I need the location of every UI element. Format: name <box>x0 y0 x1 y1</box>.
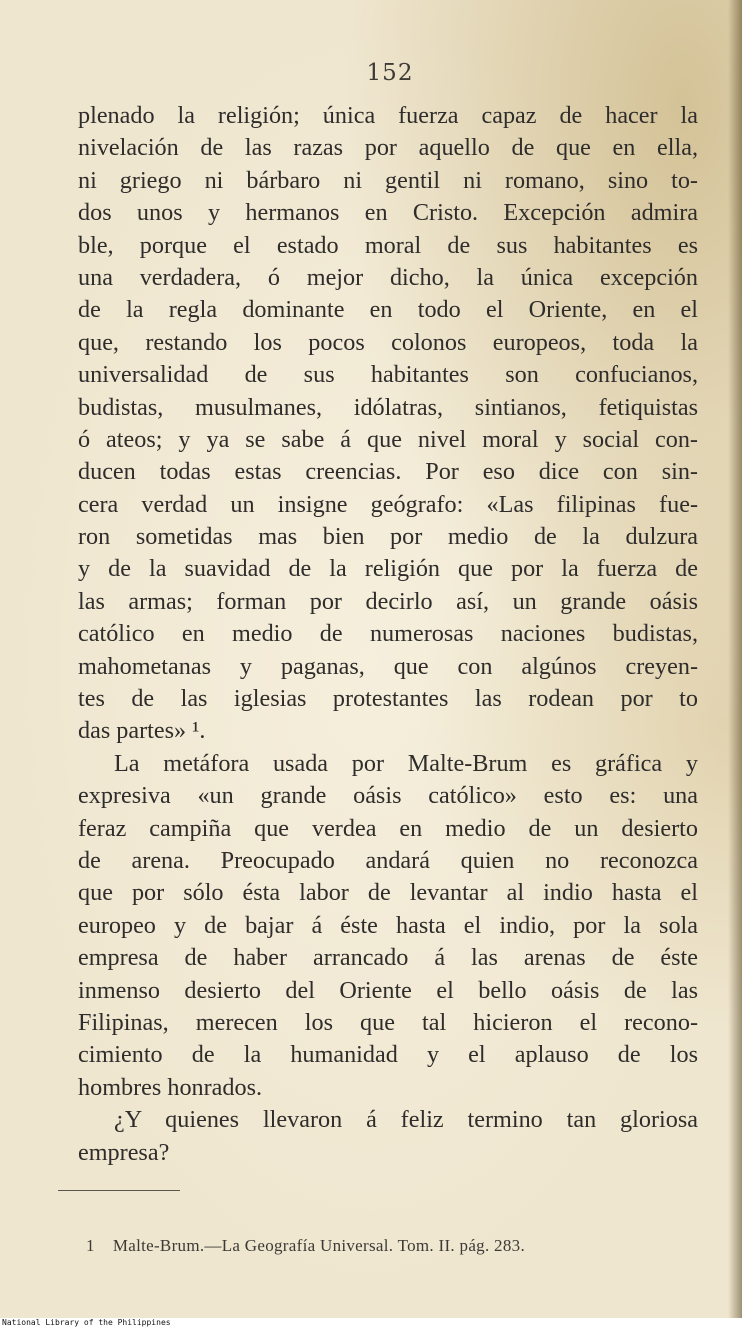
text-line: inmenso desierto del Oriente el bello oásis de las <box>78 976 698 1004</box>
text-line: y de la suavidad de la religión que por la fuerza de <box>78 555 698 583</box>
footnote <box>86 1236 525 1256</box>
text-line: La metáfora usada por Malte-Brum es gráfica y <box>114 749 698 777</box>
footnote-marker: 1 <box>86 1236 95 1255</box>
text-line: europeo y de bajar á éste hasta el indio, por la sola <box>78 911 698 939</box>
text-line: cimiento de la humanidad y el aplauso de los <box>78 1041 698 1069</box>
text-line: das partes» ¹. <box>78 717 206 745</box>
text-line: hombres honrados. <box>78 1073 263 1101</box>
text-line: ¿Y quienes llevaron á feliz termino tan gloriosa <box>114 1106 698 1134</box>
text-line: empresa? <box>78 1138 170 1166</box>
text-line: que por sólo ésta labor de levantar al indio hasta el <box>78 879 698 907</box>
text-line: budistas, musulmanes, idólatras, sintianos, fetiquistas <box>78 393 698 421</box>
text-line: una verdadera, ó mejor dicho, la única excepción <box>78 263 698 291</box>
body-text <box>78 100 698 1169</box>
text-line: ó ateos; y ya se sabe á que nivel moral y social con- <box>78 425 698 453</box>
text-line: ducen todas estas creencias. Por eso dice con sin- <box>78 458 698 486</box>
text-line: plenado la religión; única fuerza capaz de hacer la <box>78 102 698 129</box>
page-number: 152 <box>366 60 414 86</box>
page-edge-shadow <box>728 0 742 1318</box>
text-line: Filipinas, merecen los que tal hicieron el recono- <box>78 1008 698 1036</box>
text-line: empresa de haber arrancado á las arenas de éste <box>78 944 698 972</box>
text-line: de la regla dominante en todo el Oriente, en el <box>78 296 698 324</box>
text-line: católico en medio de numerosas naciones budistas, <box>78 620 698 648</box>
text-line: feraz campiña que verdea en medio de un desierto <box>78 814 698 842</box>
text-line: ni griego ni bárbaro ni gentil ni romano, sino to- <box>78 166 698 194</box>
scan-credit: National Library of the Philippines <box>0 1318 753 1328</box>
text-line: ron sometidas mas bien por medio de la dulzura <box>78 523 698 551</box>
text-line: universalidad de sus habitantes son confucianos, <box>78 361 698 389</box>
text-line: que, restando los pocos colonos europeos, toda la <box>78 328 698 356</box>
text-line: dos unos y hermanos en Cristo. Excepción admira <box>78 199 698 227</box>
footnote-divider <box>58 1190 180 1191</box>
footnote-text: Malte-Brum.—La Geografía Universal. Tom. II. pág. 283. <box>112 1236 526 1255</box>
text-line: cera verdad un insigne geógrafo: «Las filipinas fue- <box>78 490 698 518</box>
text-line: mahometanas y paganas, que con algúnos creyen- <box>78 652 698 680</box>
text-line: nivelación de las razas por aquello de que en ella, <box>78 134 698 162</box>
text-line: expresiva «un grande oásis católico» esto es: una <box>78 782 698 810</box>
text-line: las armas; forman por decirlo así, un grande oásis <box>78 587 698 615</box>
text-line: ble, porque el estado moral de sus habitantes es <box>78 231 698 259</box>
text-line: tes de las iglesias protestantes las rodean por to <box>78 685 698 713</box>
text-line: de arena. Preocupado andará quien no reconozca <box>78 846 698 874</box>
